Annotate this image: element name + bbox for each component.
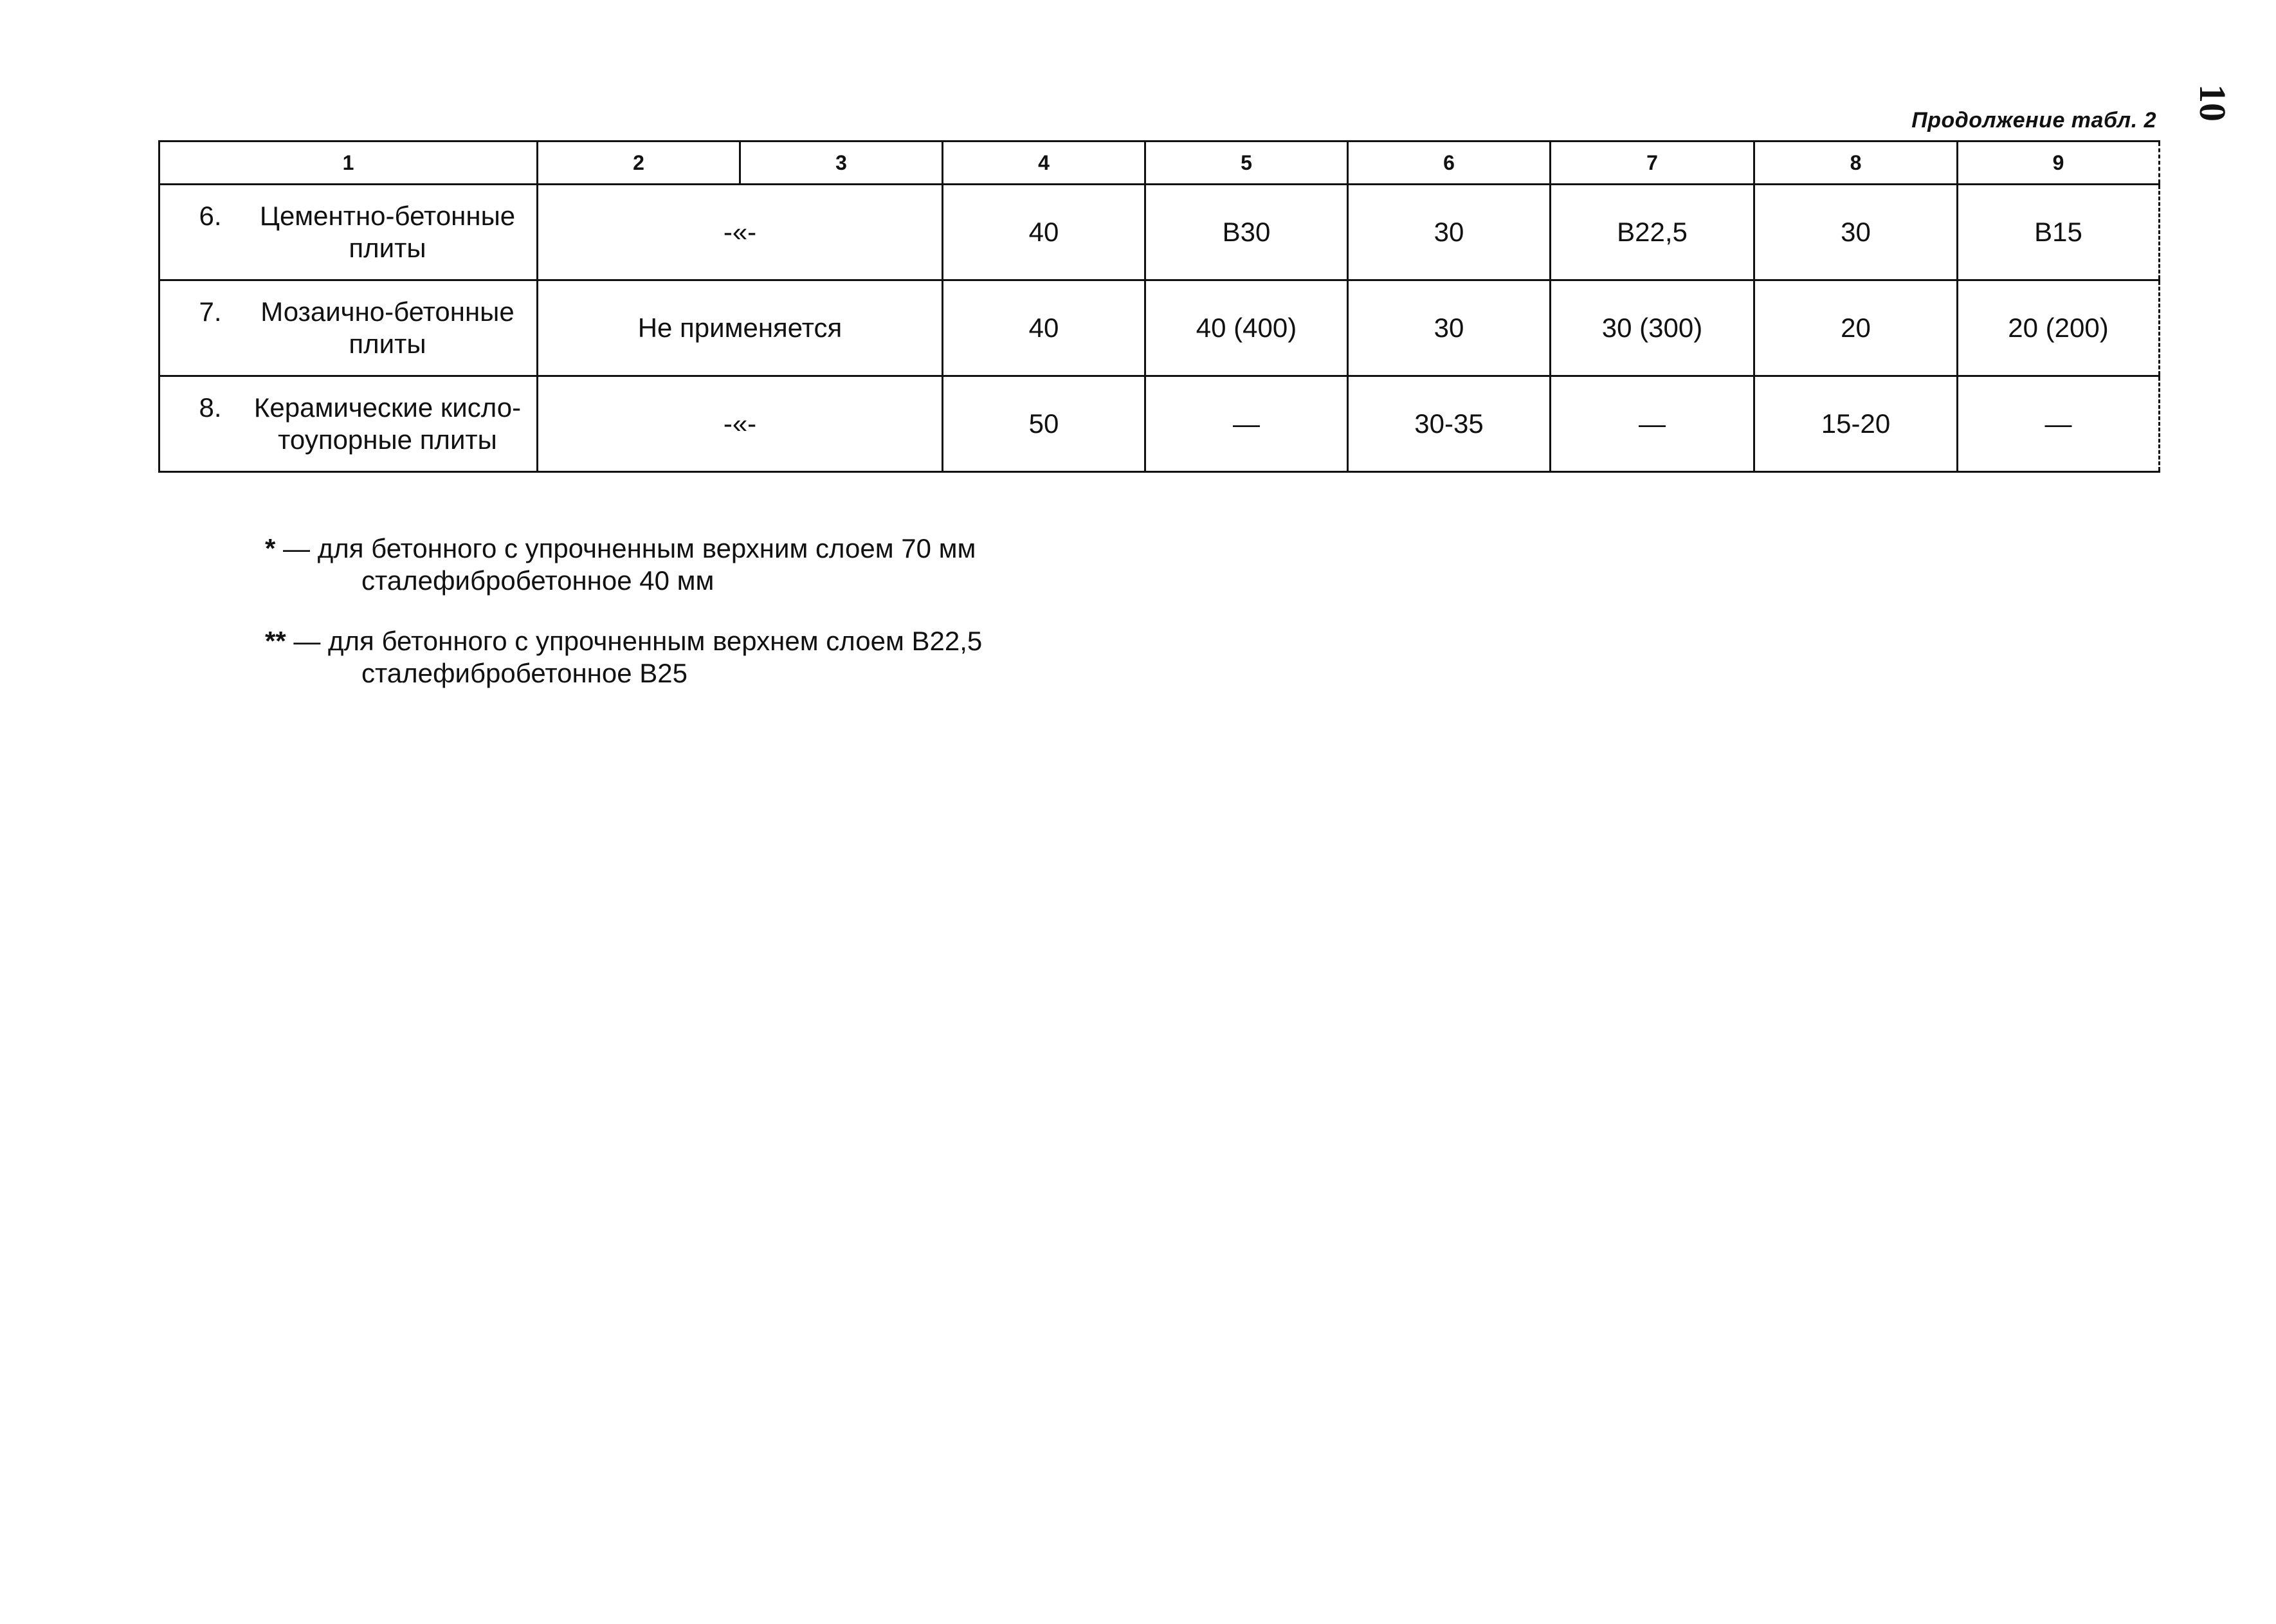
header-cell-5: 5 xyxy=(1145,141,1348,185)
row-cell-5: 40 (400) xyxy=(1145,280,1348,376)
footnote-text: — для бетонного с упрочненным верхнем слоем В22,5 xyxy=(286,626,983,656)
row-name-cell xyxy=(159,185,538,280)
footnote-line: сталефибробетонное В25 xyxy=(361,658,687,688)
row-cell-8: 30 xyxy=(1754,185,1958,280)
footnote-double-star xyxy=(265,625,982,689)
row-number: 7. xyxy=(199,297,222,327)
header-cell-9: 9 xyxy=(1958,141,2160,185)
table-row xyxy=(159,280,2160,376)
row-number: 6. xyxy=(199,201,222,231)
row-cell-4: 40 xyxy=(943,185,1145,280)
header-cell-6: 6 xyxy=(1348,141,1551,185)
row-name: Цементно-бетонные плиты xyxy=(259,201,516,263)
footnote-line xyxy=(265,625,982,657)
row-cell-5: В30 xyxy=(1145,185,1348,280)
table-continuation-label: Продолжение табл. 2 xyxy=(1911,108,2156,132)
row-cell-6: 30 xyxy=(1348,185,1551,280)
row-cell-col23: -«- xyxy=(538,376,943,472)
row-cell-4: 50 xyxy=(943,376,1145,472)
row-cell-8: 20 xyxy=(1754,280,1958,376)
row-name-cell xyxy=(159,280,538,376)
row-cell-7: В22,5 xyxy=(1551,185,1754,280)
row-cell-7: 30 (300) xyxy=(1551,280,1754,376)
header-cell-3: 3 xyxy=(740,141,943,185)
row-cell-6: 30 xyxy=(1348,280,1551,376)
footnote-line: сталефибробетонное 40 мм xyxy=(361,565,715,596)
row-cell-5: — xyxy=(1145,376,1348,472)
row-number: 8. xyxy=(199,392,222,423)
row-cell-9: 20 (200) xyxy=(1958,280,2160,376)
header-cell-2: 2 xyxy=(538,141,740,185)
header-cell-7: 7 xyxy=(1551,141,1754,185)
row-cell-9: — xyxy=(1958,376,2160,472)
specification-table xyxy=(158,140,2160,473)
header-cell-8: 8 xyxy=(1754,141,1958,185)
page-number: 10 xyxy=(2192,84,2234,122)
row-cell-9: В15 xyxy=(1958,185,2160,280)
footnote-line xyxy=(265,533,976,565)
table-row xyxy=(159,185,2160,280)
row-name: Керамические кисло-тоупорные плиты xyxy=(253,392,522,455)
table-header-row xyxy=(159,141,2160,185)
footnote-text: — для бетонного с упрочненным верхним слоем 70 мм xyxy=(275,533,976,563)
table-row xyxy=(159,376,2160,472)
header-cell-1: 1 xyxy=(159,141,538,185)
footnote-single-star xyxy=(265,533,976,597)
row-cell-7: — xyxy=(1551,376,1754,472)
footnote-mark: ** xyxy=(265,626,286,656)
row-name-cell xyxy=(159,376,538,472)
header-cell-4: 4 xyxy=(943,141,1145,185)
row-cell-4: 40 xyxy=(943,280,1145,376)
footnote-mark: * xyxy=(265,533,276,563)
row-name: Мозаично-бетонные плиты xyxy=(260,297,514,359)
row-cell-col23: Не применяется xyxy=(538,280,943,376)
row-cell-8: 15-20 xyxy=(1754,376,1958,472)
row-cell-col23: -«- xyxy=(538,185,943,280)
row-cell-6: 30-35 xyxy=(1348,376,1551,472)
